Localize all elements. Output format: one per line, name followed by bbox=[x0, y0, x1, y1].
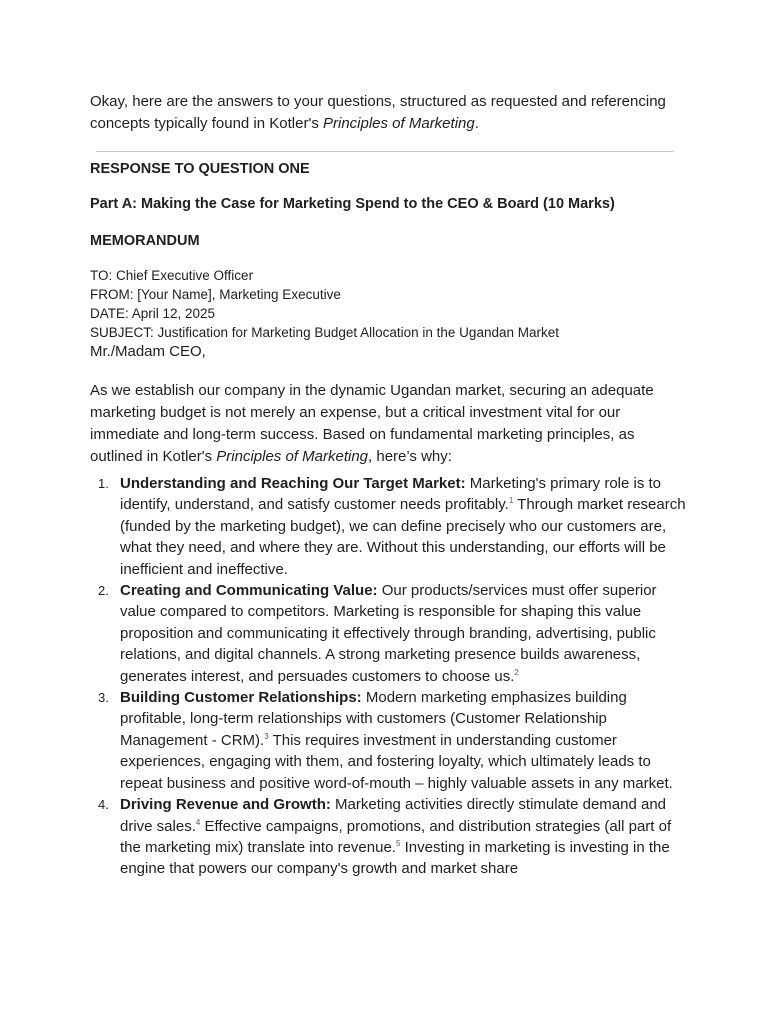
footnote-marker[interactable]: 5 bbox=[395, 838, 401, 848]
memo-subject: SUBJECT: Justification for Marketing Budget Allocation in the Ugandan Market bbox=[90, 325, 559, 340]
footnote-marker[interactable]: 1 bbox=[508, 496, 514, 506]
horizontal-divider bbox=[96, 151, 674, 152]
list-item-title: Building Customer Relationships: bbox=[120, 689, 362, 707]
footnote-marker[interactable]: 4 bbox=[195, 817, 201, 827]
memo-salutation: Mr./Madam CEO, bbox=[90, 343, 206, 360]
list-item-text: Investing in marketing is investing in the engine that powers our company's growth and market share bbox=[120, 838, 670, 878]
intro-paragraph bbox=[90, 91, 690, 135]
memorandum-heading: MEMORANDUM bbox=[90, 233, 200, 249]
list-item-text: This requires investment in understanding customer experiences, engaging with them, and fostering loyalty, which ultimately leads to repeat business and positive word-of-mouth – highly valuable assets in any market. bbox=[120, 731, 673, 792]
list-item bbox=[98, 794, 692, 880]
footnote-marker[interactable]: 2 bbox=[514, 667, 519, 677]
opening-book-title: Principles of Marketing bbox=[216, 448, 369, 465]
list-item-title: Understanding and Reaching Our Target Market: bbox=[120, 475, 466, 492]
list-item bbox=[98, 580, 692, 687]
intro-book-title: Principles of Marketing bbox=[322, 115, 475, 132]
list-number: 2. bbox=[98, 583, 109, 599]
memo-to: TO: Chief Executive Officer bbox=[90, 268, 254, 283]
list-item bbox=[98, 687, 692, 794]
opening-text-end: , here’s why: bbox=[368, 448, 452, 465]
list-item-text: Marketing activities directly stimulate demand and drive sales. bbox=[120, 796, 667, 835]
list-item-text: Our products/services must offer superior value compared to competitors. Marketing is responsible for shaping this value proposition and communicating it effectively through branding, advertising, public relations, and digital channels. A strong marketing presence builds awareness, generates interest, and persuades customers to choose us. bbox=[120, 582, 657, 685]
part-a-heading: Part A: Making the Case for Marketing Spend to the CEO & Board (10 Marks) bbox=[90, 196, 615, 212]
list-item-title: Creating and Communicating Value: bbox=[120, 582, 378, 600]
memo-from: FROM: [Your Name], Marketing Executive bbox=[90, 287, 341, 302]
list-number: 1. bbox=[98, 476, 109, 491]
list-item bbox=[98, 473, 692, 580]
list-number: 3. bbox=[98, 690, 109, 706]
list-item-text: Through market research (funded by the marketing budget), we can define precisely who our customers are, what they need, and where they are. Without this understanding, our efforts will be inefficient and ineffective. bbox=[120, 496, 686, 578]
memo-date: DATE: April 12, 2025 bbox=[90, 306, 216, 321]
opening-paragraph bbox=[90, 380, 690, 468]
list-item-title: Driving Revenue and Growth: bbox=[120, 796, 331, 814]
list-item-text: Modern marketing emphasizes building profitable, long-term relationships with customers (Customer Relationship Management - CRM). bbox=[120, 689, 627, 749]
reasons-list bbox=[0, 473, 768, 880]
list-number: 4. bbox=[98, 797, 109, 813]
footnote-marker[interactable]: 3 bbox=[264, 731, 269, 741]
question-heading: RESPONSE TO QUESTION ONE bbox=[90, 161, 310, 177]
intro-text-end: . bbox=[474, 115, 479, 132]
intro-text: Okay, here are the answers to your questions, structured as requested and referencing concepts typically found in Kotler's bbox=[90, 93, 666, 132]
list-item-text: Effective campaigns, promotions, and distribution strategies (all part of the marketing mix) translate into revenue. bbox=[120, 817, 672, 856]
list-item-text: Marketing's primary role is to identify, understand, and satisfy customer needs profitably. bbox=[120, 475, 662, 514]
opening-text: As we establish our company in the dynamic Ugandan market, securing an adequate marketing budget is not merely an expense, but a critical investment vital for our immediate and long-term success. Based on fundamental marketing principles, as outlined in Kotler's bbox=[90, 382, 654, 465]
memo-header-block bbox=[90, 266, 768, 342]
